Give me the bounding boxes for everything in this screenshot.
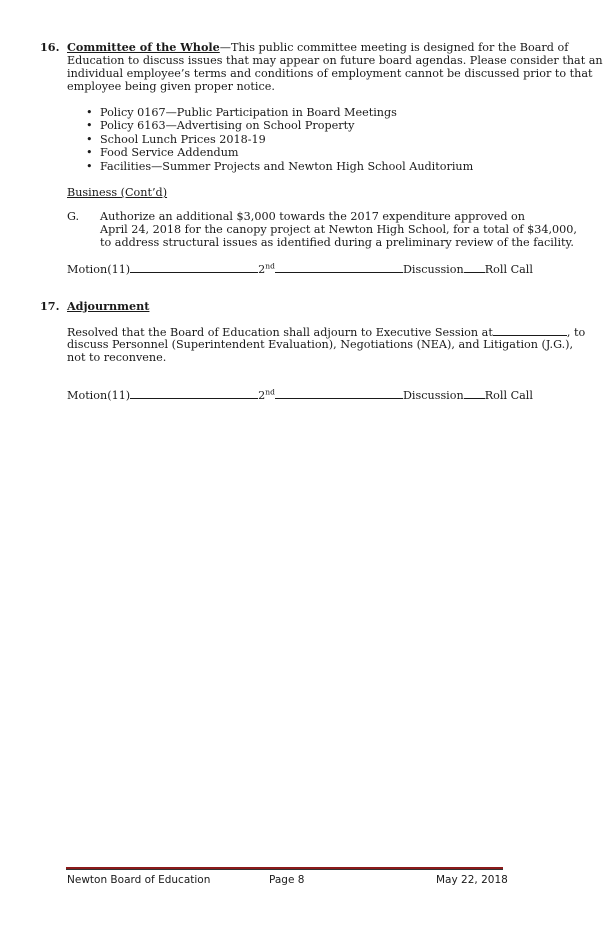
- item-g-line2: April 24, 2018 for the canopy project at Newton High School, for a total of $34,000,: [100, 223, 577, 236]
- second-blank[interactable]: [275, 388, 403, 399]
- item-17-line1-end: , to: [566, 326, 586, 339]
- motion-blank[interactable]: [130, 388, 258, 399]
- item-17-line2: discuss Personnel (Superintendent Evaluation), Negotiations (NEA), and Litigation (J.G.),: [67, 338, 574, 351]
- footer-page-number: Page 8: [269, 874, 305, 886]
- bullet-item: • Policy 0167—Public Participation in Board Meetings: [86, 106, 473, 119]
- item-17-line1-start: Resolved that the Board of Education shall adjourn to Executive Session at: [67, 326, 493, 339]
- second-sup: nd: [265, 261, 275, 271]
- item-16-line2: Education to discuss issues that may appear on future board agendas. Please consider that an: [67, 54, 603, 67]
- item-16-number: 16.: [40, 40, 60, 54]
- discussion-label: Discussion: [402, 263, 464, 276]
- motion-label: Motion(11): [67, 389, 131, 402]
- footer-date: May 22, 2018: [436, 874, 508, 886]
- roll-call-label: Roll Call: [484, 263, 533, 276]
- item-17-number: 17.: [40, 299, 60, 313]
- agenda-bullet-list: [86, 106, 473, 173]
- bullet-item: • Food Service Addendum: [86, 146, 473, 159]
- second-blank[interactable]: [275, 262, 403, 273]
- second-sup: nd: [265, 387, 275, 397]
- business-heading: Business (Cont’d): [67, 186, 168, 199]
- item-16-line3: individual employee’s terms and conditions of employment cannot be discussed prior to that: [67, 67, 593, 80]
- bullet-item: • School Lunch Prices 2018-19: [86, 133, 473, 146]
- discussion-blank[interactable]: [464, 388, 485, 399]
- motion-label: Motion(11): [67, 263, 131, 276]
- item-16-first-line: [67, 41, 568, 54]
- session-time-blank[interactable]: [493, 325, 567, 336]
- second-label: 2: [258, 389, 266, 402]
- roll-call-label: Roll Call: [484, 389, 533, 402]
- discussion-label: Discussion: [402, 389, 464, 402]
- second-label: 2: [258, 263, 266, 276]
- footer-divider-shadow: [66, 869, 503, 870]
- item-16-line1: —This public committee meeting is designed for the Board of: [219, 41, 569, 54]
- item-g-letter: G.: [67, 210, 80, 223]
- footer-organization: Newton Board of Education: [67, 874, 211, 886]
- item-17-line3: not to reconvene.: [67, 351, 167, 364]
- item-g-line3: to address structural issues as identified during a preliminary review of the facility.: [100, 236, 574, 249]
- discussion-blank[interactable]: [464, 262, 485, 273]
- motion-line-2: [67, 388, 533, 402]
- bullet-item: • Facilities—Summer Projects and Newton High School Auditorium: [86, 160, 473, 173]
- item-16-heading: Committee of the Whole: [67, 40, 220, 54]
- motion-blank[interactable]: [130, 262, 258, 273]
- item-16-line4: employee being given proper notice.: [67, 80, 275, 93]
- item-g-line1: Authorize an additional $3,000 towards the 2017 expenditure approved on: [100, 210, 525, 223]
- bullet-item: • Policy 6163—Advertising on School Property: [86, 119, 473, 132]
- motion-line-1: [67, 262, 533, 276]
- item-17-heading: Adjournment: [67, 299, 150, 313]
